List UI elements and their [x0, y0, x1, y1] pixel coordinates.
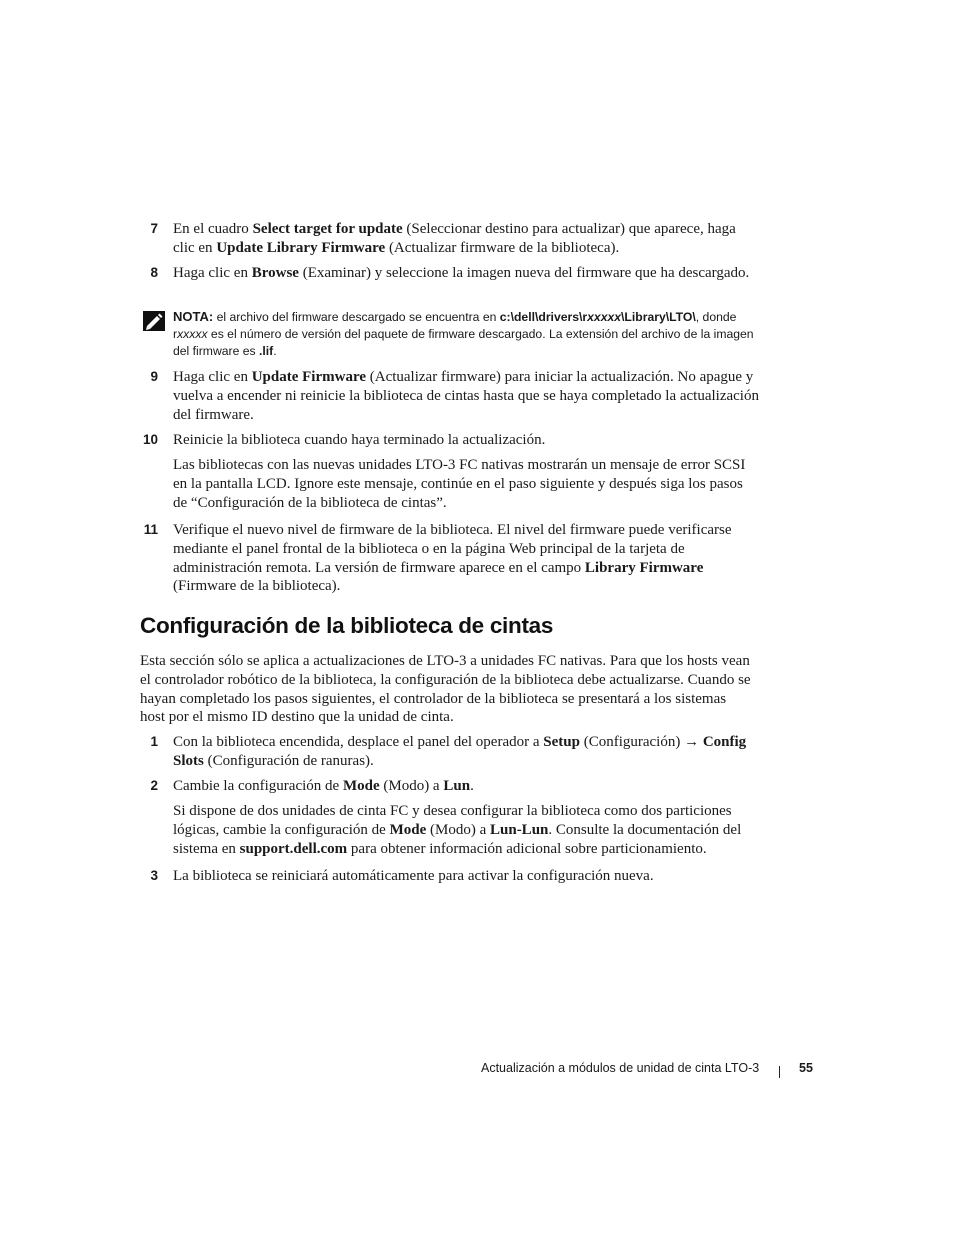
note-box: [140, 308, 760, 360]
step-text: Con la biblioteca encendida, desplace el panel del operador a Setup (Configuración) → Config Slots (Configuración de ranuras).: [173, 734, 747, 769]
step-text: Verifique el nuevo nivel de firmware de la biblioteca. El nivel del firmware puede verificarse mediante el panel frontal de la biblioteca o en la página Web principal de la tarjeta de administración remota. La versión de firmware aparece en el campo Library Firmware (Firmware de la biblioteca).: [173, 522, 732, 595]
config-step-2: [140, 777, 760, 796]
step-text: Reinicie la biblioteca cuando haya terminado la actualización.: [173, 432, 546, 448]
step-text: Haga clic en Browse (Examinar) y seleccione la imagen nueva del firmware que ha descargado.: [173, 265, 750, 281]
step-11: [140, 521, 760, 596]
step-7: [140, 220, 760, 258]
step-9: [140, 368, 760, 424]
step-number: 10: [142, 432, 158, 447]
step-number: 1: [150, 734, 158, 749]
step-number: 11: [143, 522, 158, 537]
step-number: 2: [150, 778, 158, 793]
step-text: Haga clic en Update Firmware (Actualizar firmware) para iniciar la actualización. No apague y vuelva a encender ni reinicie la biblioteca de cintas hasta que se haya completado la actualización del firmware.: [173, 369, 759, 423]
step-10: [140, 431, 760, 450]
config-step-1: [140, 733, 760, 771]
footer-separator: [779, 1066, 780, 1078]
step-10-paragraph: Las bibliotecas con las nuevas unidades LTO-3 FC nativas mostrarán un mensaje de error SCSI en la pantalla LCD. Ignore este mensaje, continúe en el paso siguiente y después siga los pasos de “Configuración de la biblioteca de cintas”.: [173, 457, 746, 511]
step-text: La biblioteca se reiniciará automáticamente para activar la configuración nueva.: [173, 868, 654, 884]
arrow-right-icon: →: [684, 734, 700, 750]
section-intro: Esta sección sólo se aplica a actualizaciones de LTO-3 a unidades FC nativas. Para que los hosts vean el controlador robótico de la biblioteca, la configuración de la biblioteca debe actualizarse. Cuando se hayan completado los pasos siguientes, el controlador de la biblioteca se presentará a los sistemas host por el mismo ID destino que la unidad de cinta.: [140, 653, 751, 726]
step-number: 8: [150, 265, 158, 280]
section-heading: Configuración de la biblioteca de cintas: [140, 613, 554, 638]
support-link: support.dell.com: [239, 840, 348, 857]
step-number: 9: [150, 369, 158, 384]
footer-title: Actualización a módulos de unidad de cinta LTO-3: [481, 1061, 760, 1075]
step-text: En el cuadro Select target for update (Seleccionar destino para actualizar) que aparece, haga clic en Update Library Firmware (Actualizar firmware de la biblioteca).: [173, 221, 736, 256]
step-number: 3: [150, 868, 158, 883]
step-number: 7: [150, 221, 158, 236]
pencil-note-icon: [143, 311, 165, 336]
config-step-2-paragraph: Si dispone de dos unidades de cinta FC y desea configurar la biblioteca como dos particiones lógicas, cambie la configuración de Mode (Modo) a Lun-Lun. Consulte la documentación del sistema en support.dell.com para obtener información adicional sobre particionamiento.: [173, 803, 742, 857]
note-text: NOTA: el archivo del firmware descargado se encuentra en c:\dell\drivers\rxxxxx\Library\LTO\, donde rxxxxx es el número de versión del paquete de firmware descargado. La extensión del archivo de la imagen del firmware es .lif.: [173, 309, 754, 358]
config-step-3: [140, 867, 760, 886]
page-number: 55: [799, 1061, 813, 1075]
step-8: [140, 264, 760, 283]
step-text: Cambie la configuración de Mode (Modo) a Lun.: [173, 778, 474, 794]
